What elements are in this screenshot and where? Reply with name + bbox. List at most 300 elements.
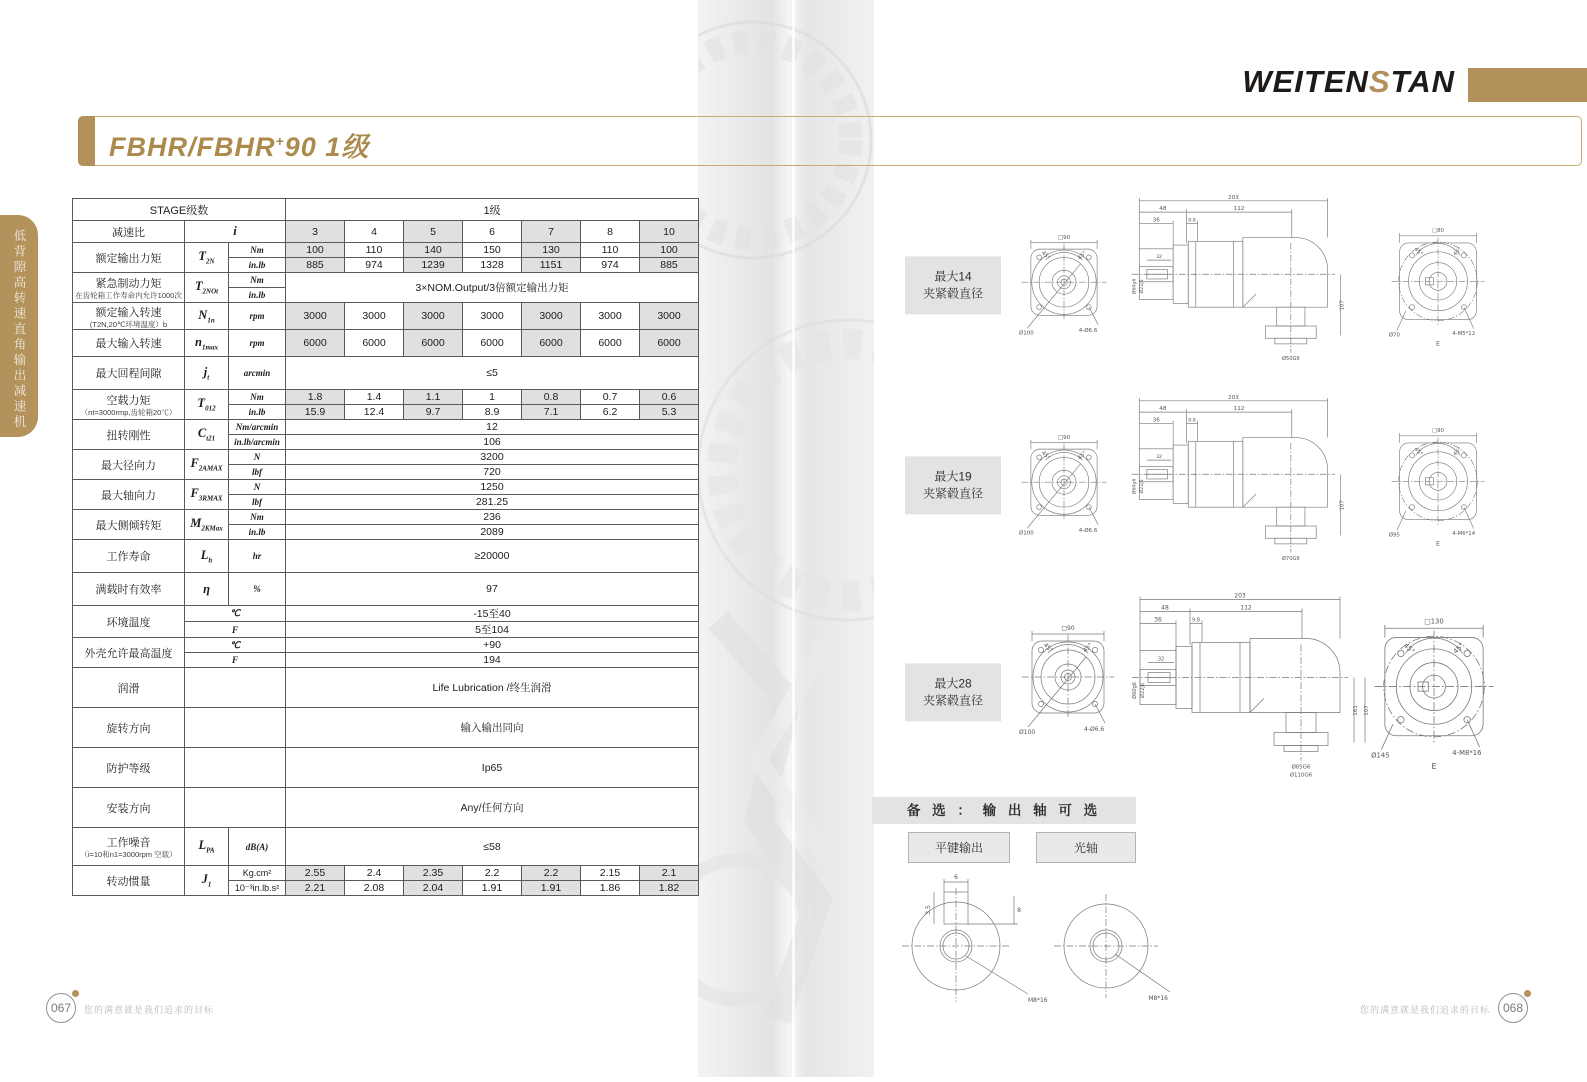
text-el: 3.5 xyxy=(925,905,932,915)
text-el: □90 xyxy=(1057,435,1071,441)
merged-value: ≥20000 xyxy=(286,540,699,573)
merged-value: 194 xyxy=(286,653,699,668)
tr-el xyxy=(73,540,699,573)
brand-logo-post: TAN xyxy=(1390,64,1455,99)
value-cell: 110 xyxy=(581,243,640,258)
clamp-line1: 最大28 xyxy=(934,676,972,691)
circle-el xyxy=(1464,650,1470,656)
value-cell: 2.35 xyxy=(404,866,463,881)
text-el: Ø22j6 xyxy=(1140,479,1146,494)
rear-view xyxy=(1388,200,1488,373)
unit-cell: in.lb xyxy=(229,258,286,273)
circle-el xyxy=(1410,253,1415,258)
value-cell: 7 xyxy=(522,221,581,243)
text-el: 45° xyxy=(1039,250,1051,262)
text-el: 9.8 xyxy=(1188,218,1196,224)
row-label: 扭转刚性 xyxy=(73,420,185,450)
text-el: 45° xyxy=(1412,446,1424,458)
symbol-cell: $M_{2KMax}$ xyxy=(185,510,229,540)
value-cell: 6.2 xyxy=(581,405,640,420)
value-cell: 3000 xyxy=(345,303,404,330)
ratio-symbol: i xyxy=(185,221,286,243)
text-el: 4-Ø6.6 xyxy=(1078,527,1098,534)
side-view xyxy=(1128,192,1368,385)
symbol-cell: $L_{PA}$ xyxy=(185,828,229,866)
symbol-cell: η xyxy=(185,573,229,606)
unit-cell: N xyxy=(229,480,286,495)
text-el: Ø100 xyxy=(1018,330,1034,337)
merged-value: 2089 xyxy=(286,525,699,540)
value-cell: 0.6 xyxy=(640,390,699,405)
value-cell: 885 xyxy=(286,258,345,273)
clamp-line1: 最大19 xyxy=(934,469,972,484)
text-el: Ø110G6 xyxy=(1289,772,1313,779)
text-el: □80 xyxy=(1432,228,1444,235)
unit-cell: ℃ xyxy=(185,606,286,622)
empty-cell xyxy=(185,748,286,788)
tr-el xyxy=(73,303,699,330)
g-el xyxy=(1132,398,1341,552)
value-cell: 6000 xyxy=(345,330,404,357)
unit-cell: in.lb/arcmin xyxy=(229,435,286,450)
row-label: 旋转方向 xyxy=(73,708,185,748)
value-cell: 6000 xyxy=(581,330,640,357)
value-cell: 0.7 xyxy=(581,390,640,405)
merged-value: 3200 xyxy=(286,450,699,465)
row-label: 安装方向 xyxy=(73,788,185,828)
value-cell: 15.9 xyxy=(286,405,345,420)
sub-el: 2NOt xyxy=(202,287,219,296)
front-view xyxy=(1018,592,1118,773)
text-el: Ø100 xyxy=(1019,729,1036,736)
text-el: 4-M5*12 xyxy=(1452,330,1476,337)
symbol-cell: $T_{012}$ xyxy=(185,390,229,420)
g-el xyxy=(1022,244,1107,321)
value-cell: 140 xyxy=(404,243,463,258)
merged-value: 5至104 xyxy=(286,622,699,638)
circle-el xyxy=(1037,305,1042,310)
text-el: Ø22j6 xyxy=(1140,279,1146,294)
merged-value: ≤5 xyxy=(286,357,699,390)
value-cell: 974 xyxy=(345,258,404,273)
text-el: Ø70 xyxy=(1388,332,1400,339)
row-label: 工作噪音 （i=10和n1=3000rpm 空载） xyxy=(73,828,185,866)
merged-value: Ip65 xyxy=(286,748,699,788)
sub-el: 3RMAX xyxy=(198,494,223,503)
line-el xyxy=(1381,724,1392,749)
text-el: 36 xyxy=(1152,417,1160,424)
text-el: □90 xyxy=(1432,428,1444,435)
side-view xyxy=(1128,590,1383,795)
merged-value: 输入输出同向 xyxy=(286,708,699,748)
unit-cell: % xyxy=(229,573,286,606)
path-el xyxy=(1243,438,1328,508)
keyed-output-button[interactable]: 平键输出 xyxy=(908,832,1010,863)
g-el xyxy=(1054,894,1158,998)
path-el xyxy=(1250,639,1340,713)
line-el xyxy=(1397,511,1406,531)
diagram-row-1 xyxy=(900,190,1587,390)
unit-cell: Kg.cm² xyxy=(229,866,286,881)
side-view xyxy=(1128,392,1368,585)
tr-el xyxy=(73,606,699,622)
ratio-label: 减速比 xyxy=(73,221,185,243)
empty-cell xyxy=(185,788,286,828)
row-label: 防护等级 xyxy=(73,748,185,788)
tr-el xyxy=(73,357,699,390)
tr-el xyxy=(73,510,699,525)
tr-el xyxy=(73,450,699,465)
sub-el: h xyxy=(208,556,213,565)
input-flange-view xyxy=(1018,404,1110,566)
value-cell: 3 xyxy=(286,221,345,243)
unit-cell: rpm xyxy=(229,303,286,330)
value-cell: 974 xyxy=(581,258,640,273)
g-el xyxy=(1132,198,1341,352)
text-el: 4-M8*16 xyxy=(1452,749,1482,758)
text-el: 107 xyxy=(1364,705,1370,716)
sidebar-category-tab xyxy=(0,215,38,437)
text-el: □130 xyxy=(1424,617,1444,626)
text-el: □90 xyxy=(1061,625,1075,632)
tbody-el xyxy=(73,199,699,896)
text-el: 8 xyxy=(1017,907,1021,914)
shaft-options-view xyxy=(878,868,1188,1016)
value-cell: 12.4 xyxy=(345,405,404,420)
value-cell: 6 xyxy=(463,221,522,243)
value-cell: 8 xyxy=(581,221,640,243)
text-el: 203 xyxy=(1234,592,1246,600)
text-el: Ø95 xyxy=(1388,532,1400,539)
circle-el xyxy=(1037,455,1042,460)
symbol-cell: $n_{1max}$ xyxy=(185,330,229,357)
text-el: 48 xyxy=(1159,406,1167,413)
value-cell: 3000 xyxy=(581,303,640,330)
row-label: 空载力矩 （nt=3000rmp,齿轮箱20℃） xyxy=(73,390,185,420)
unit-cell: Nm xyxy=(229,273,286,288)
sub-el: PA xyxy=(206,846,215,855)
value-cell: 130 xyxy=(522,243,581,258)
text-el: 48 xyxy=(1159,206,1167,213)
text-el: 45° xyxy=(1412,246,1424,258)
circle-el xyxy=(1038,647,1043,652)
right-page-dot xyxy=(1524,990,1531,997)
text-el: 203 xyxy=(1228,394,1239,401)
tr-el xyxy=(73,573,699,606)
symbol-cell: $F_{3RMAX}$ xyxy=(185,480,229,510)
tr-el xyxy=(73,273,699,288)
circle-el xyxy=(1410,453,1415,458)
sub-el: 2KMax xyxy=(201,524,223,533)
input-flange-view xyxy=(1018,204,1110,366)
line-el xyxy=(1467,720,1480,747)
text-el: 4-Ø6.6 xyxy=(1084,726,1105,733)
title-sup: + xyxy=(275,133,285,149)
text-el: 32 xyxy=(1156,455,1163,461)
side-section-view xyxy=(1128,392,1368,580)
tr-el xyxy=(73,420,699,435)
value-cell: 3000 xyxy=(640,303,699,330)
g-el xyxy=(1371,618,1481,771)
value-cell: 3000 xyxy=(522,303,581,330)
text-el: 45° xyxy=(1402,641,1417,656)
side-section-view xyxy=(1128,192,1368,380)
span-el: (T2N,20℃环境温度）b xyxy=(89,319,168,329)
circle-el xyxy=(1086,455,1091,460)
circle-el xyxy=(1038,701,1043,706)
row-label: 最大输入转速 xyxy=(73,330,185,357)
title-rest: 90 1级 xyxy=(284,132,370,162)
g-el xyxy=(902,879,1170,1002)
text-el: Ø100 xyxy=(1018,530,1034,537)
text-el: 45° xyxy=(1081,641,1095,655)
line-el xyxy=(1115,954,1170,992)
g-el xyxy=(1392,233,1485,330)
tr-el xyxy=(73,828,699,866)
text-el: E xyxy=(1436,540,1440,548)
symbol-cell: $j_t$ xyxy=(185,357,229,390)
unit-cell: dB(A) xyxy=(229,828,286,866)
left-page-dot xyxy=(72,990,79,997)
brand-logo-s: S xyxy=(1368,64,1391,99)
merged-value: +90 xyxy=(286,638,699,653)
value-cell: 2.55 xyxy=(286,866,345,881)
row-label: 润滑 xyxy=(73,668,185,708)
text-el: Ø60g6 xyxy=(1132,682,1138,699)
merged-value: 3×NOM.Output/3倍额定输出力矩 xyxy=(286,273,699,303)
path-el xyxy=(1243,238,1328,308)
tr-el xyxy=(73,480,699,495)
clamp-line2: 夹紧毂直径 xyxy=(922,486,983,501)
row-label: 额定输出力矩 xyxy=(73,243,185,273)
merged-value: 720 xyxy=(286,465,699,480)
tr-el xyxy=(73,638,699,653)
circle-el xyxy=(1037,255,1042,260)
empty-cell xyxy=(185,668,286,708)
value-cell: 150 xyxy=(463,243,522,258)
row-label: 外壳允许最高温度 xyxy=(73,638,185,668)
unit-cell: ℃ xyxy=(185,638,286,653)
clamp-line1: 最大14 xyxy=(934,269,972,284)
value-cell: 6000 xyxy=(463,330,522,357)
text-el: 36 xyxy=(1152,217,1160,224)
unit-cell: rpm xyxy=(229,330,286,357)
value-cell: 2.2 xyxy=(522,866,581,881)
brand-logo-pre: WEITEN xyxy=(1242,64,1369,99)
merged-value: ≤58 xyxy=(286,828,699,866)
value-cell: 6000 xyxy=(522,330,581,357)
line-el xyxy=(1243,494,1256,507)
value-cell: 1 xyxy=(463,390,522,405)
row-label: 环境温度 xyxy=(73,606,185,638)
value-cell: 4 xyxy=(345,221,404,243)
circle-el xyxy=(1461,305,1466,310)
unit-cell: Nm xyxy=(229,390,286,405)
value-cell: 1328 xyxy=(463,258,522,273)
text-el: 107 xyxy=(1339,300,1346,311)
symbol-cell: $J_1$ xyxy=(185,866,229,896)
left-page-number: 067 xyxy=(46,993,76,1023)
span-el: 在齿轮箱工作寿命内允许1000次 xyxy=(75,291,182,300)
span-el: （nt=3000rmp,齿轮箱20℃） xyxy=(80,408,177,417)
circle-el xyxy=(1461,505,1466,510)
title-accent-bar xyxy=(78,116,95,166)
text-el: E xyxy=(1436,340,1440,348)
row-label: 最大侧倾转矩 xyxy=(73,510,185,540)
page-title xyxy=(109,117,369,171)
row-label: 转动惯量 xyxy=(73,866,185,896)
clamp-diameter-label xyxy=(905,456,1001,514)
value-cell: 10 xyxy=(640,221,699,243)
text-el: 6 xyxy=(954,874,958,881)
line-el xyxy=(1397,311,1406,331)
row-label: 最大回程间隙 xyxy=(73,357,185,390)
g-el xyxy=(1131,395,1346,562)
text-el: 203 xyxy=(1228,194,1239,201)
value-cell: 2.04 xyxy=(404,881,463,896)
merged-value: Life Lubrication /终生润滑 xyxy=(286,668,699,708)
sub-el: 1 xyxy=(207,880,212,889)
output-flange-view xyxy=(1388,200,1488,368)
value-cell: 2.15 xyxy=(581,866,640,881)
plain-shaft-button[interactable]: 光轴 xyxy=(1036,832,1136,863)
g-el xyxy=(1022,444,1107,521)
symbol-cell: $N_{1n}$ xyxy=(185,303,229,330)
g-el xyxy=(1132,597,1365,761)
merged-value: 281.25 xyxy=(286,495,699,510)
text-el: 161 xyxy=(1353,705,1359,716)
line-el xyxy=(1464,507,1474,528)
g-el xyxy=(1392,433,1485,530)
value-cell: 2.1 xyxy=(640,866,699,881)
empty-cell xyxy=(185,708,286,748)
brand-gold-bar xyxy=(1468,68,1587,102)
circle-el xyxy=(1398,650,1404,656)
rear-view xyxy=(1388,400,1488,573)
tr-el xyxy=(73,199,699,221)
value-cell: 9.7 xyxy=(404,405,463,420)
circle-el xyxy=(1398,717,1404,723)
tr-el xyxy=(73,330,699,357)
text-el: 112 xyxy=(1233,206,1245,213)
text-el: 45° xyxy=(1041,641,1055,655)
merged-value: 106 xyxy=(286,435,699,450)
symbol-cell: $T_{2NOt}$ xyxy=(185,273,229,303)
unit-cell: 10⁻³in.lb.s² xyxy=(229,881,286,896)
value-cell: 5 xyxy=(404,221,463,243)
unit-cell: F xyxy=(185,653,286,668)
text-el: 9.8 xyxy=(1192,617,1200,624)
g-el xyxy=(1022,240,1107,328)
g-el xyxy=(1022,635,1114,719)
line-el xyxy=(1250,699,1264,713)
text-el: 48 xyxy=(1161,604,1169,612)
spec-table-grid xyxy=(72,198,699,896)
value-cell: 3000 xyxy=(404,303,463,330)
text-el: Ø85G6 xyxy=(1291,764,1311,771)
text-el: 45° xyxy=(1452,446,1464,458)
sub-el: 2AMAX xyxy=(198,464,223,473)
value-cell: 2.2 xyxy=(463,866,522,881)
sidebar-category-label: 低背隙高转速直角输出减速机 xyxy=(12,229,26,431)
unit-cell: Nm/arcmin xyxy=(229,420,286,435)
text-el: 4-M6*14 xyxy=(1452,530,1476,537)
value-cell: 1.82 xyxy=(640,881,699,896)
merged-value: 236 xyxy=(286,510,699,525)
merged-value: 1250 xyxy=(286,480,699,495)
text-el: M8*16 xyxy=(1028,997,1048,1004)
title-main: FBHR/FBHR xyxy=(109,132,276,162)
unit-cell: in.lb xyxy=(229,288,286,303)
sub-el: 1n xyxy=(207,316,215,325)
value-cell: 0.8 xyxy=(522,390,581,405)
options-header: 备 选 ： 输 出 轴 可 选 xyxy=(872,797,1136,824)
text-el: Ø22j6 xyxy=(1140,683,1146,698)
text-el: □90 xyxy=(1057,235,1071,241)
value-cell: 3000 xyxy=(463,303,522,330)
circle-el xyxy=(1464,717,1470,723)
text-el: 45° xyxy=(1451,641,1466,656)
merged-value: -15至40 xyxy=(286,606,699,622)
text-el: 45° xyxy=(1077,250,1089,262)
stage-header: STAGE级数 xyxy=(73,199,286,221)
text-el: 36 xyxy=(1154,616,1162,624)
title-band xyxy=(78,116,1582,166)
unit-cell: in.lb xyxy=(229,405,286,420)
value-cell: 6000 xyxy=(286,330,345,357)
diagram-row-2 xyxy=(900,390,1587,590)
text-el: 9.8 xyxy=(1188,418,1196,424)
sub-el: 1max xyxy=(202,343,218,352)
text-el: Ø145 xyxy=(1371,751,1390,760)
circle-el xyxy=(1461,253,1466,258)
circle-el xyxy=(1410,305,1415,310)
text-el: Ø70G6 xyxy=(1281,555,1300,562)
diagram-row-3 xyxy=(900,588,1587,806)
value-cell: 1239 xyxy=(404,258,463,273)
clamp-line2: 夹紧毂直径 xyxy=(922,286,983,301)
g-el xyxy=(1022,631,1114,727)
tr-el xyxy=(73,243,699,258)
text-el: 107 xyxy=(1339,500,1346,511)
row-label: 工作寿命 xyxy=(73,540,185,573)
left-footer-slogan: 您的满意就是我们追求的目标 xyxy=(84,1005,215,1015)
clamp-diameter-label xyxy=(905,256,1001,314)
side-section-view xyxy=(1128,590,1383,790)
text-el: Ø60g6 xyxy=(1132,278,1138,295)
brand-logo xyxy=(1135,64,1455,100)
tr-el xyxy=(73,221,699,243)
value-cell: 100 xyxy=(286,243,345,258)
line-el xyxy=(1464,307,1474,328)
text-el: 32 xyxy=(1157,656,1165,663)
clamp-diameter-label xyxy=(905,663,1001,721)
value-cell: 1.4 xyxy=(345,390,404,405)
text-el: 45° xyxy=(1039,450,1051,462)
rear-view xyxy=(1370,590,1498,795)
g-el xyxy=(902,888,1010,1002)
front-view xyxy=(1018,404,1110,571)
symbol-cell: $F_{2AMAX}$ xyxy=(185,450,229,480)
value-cell: 2.4 xyxy=(345,866,404,881)
g-el xyxy=(1022,440,1107,528)
circle-el xyxy=(1410,505,1415,510)
unit-cell: arcmin xyxy=(229,357,286,390)
right-page-number: 068 xyxy=(1498,993,1528,1023)
unit-cell: N xyxy=(229,450,286,465)
spec-table xyxy=(72,198,699,896)
unit-cell: Nm xyxy=(229,510,286,525)
